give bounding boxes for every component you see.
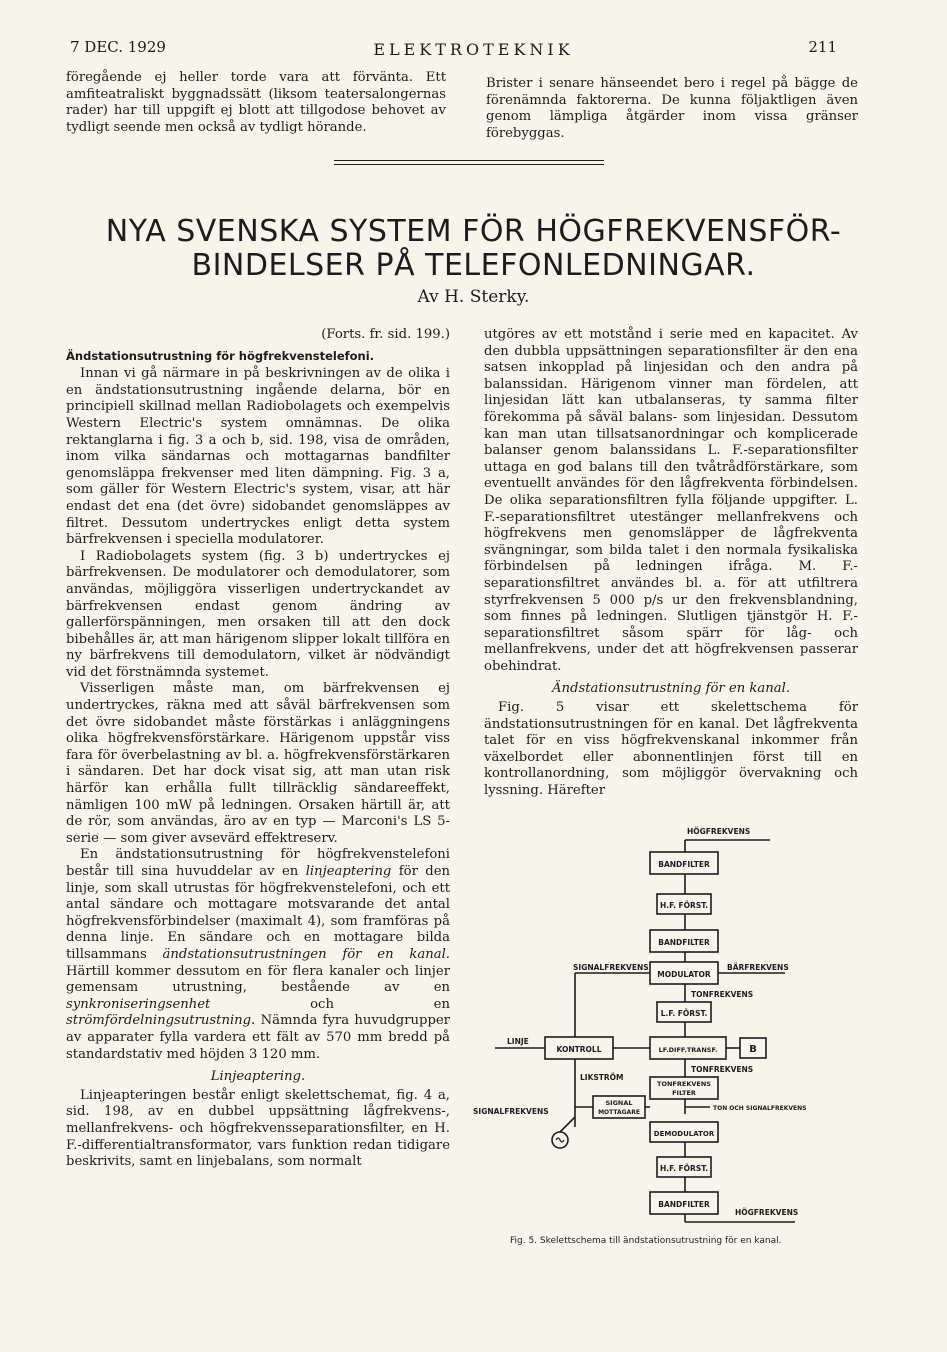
diagram-label: B [749, 1044, 757, 1055]
diagram-label: BANDFILTER [658, 1200, 710, 1209]
diagram-label: FILTER [672, 1089, 696, 1097]
diagram-label: TONFREKVENS [657, 1080, 711, 1088]
diagram-label: HÖGFREKVENS [687, 827, 751, 836]
diagram-label: HÖGFREKVENS [735, 1208, 799, 1217]
header-journal: ELEKTROTEKNIK [373, 40, 574, 59]
right-column [484, 327, 858, 800]
diagram-label: SIGNALFREKVENS [473, 1107, 549, 1116]
top-left-column [66, 70, 446, 136]
paragraph: I Radiobolagets system (fig. 3 b) undertryckes ej bärfrekvensen. De modulatorer och demodulatorer, som användas, möjliggöra visserligen undertryckandet av bärfrekvensen endast genom ändring av gallerförspänningen, men orsaken till att den dock bibehålles är, att man härigenom slipper lokalt tillföra en ny bärfrekvens till demodulatorn, vilket är nödvändigt vid det förstnämnda systemet. [66, 548, 450, 680]
divider [334, 164, 604, 165]
diagram-label: L.F. FÖRST. [660, 1009, 708, 1018]
paragraph: föregående ej heller torde vara att förvänta. Ett amfiteatraliskt byggnadssätt (liksom teatersalongernas rader) har till uppgift ej blott att tillgodose behovet av tydligt seende men också av tydligt hörande. [66, 70, 446, 135]
header-page-number: 211 [808, 38, 837, 56]
left-column [66, 327, 450, 1171]
article-title-line-2: BINDELSER PÅ TELEFONLEDNINGAR. [191, 248, 756, 283]
diagram-label: DEMODULATOR [653, 1130, 715, 1138]
diagram-label: H.F. FÖRST. [659, 1164, 709, 1173]
diagram-label: TONFREKVENS [691, 990, 754, 999]
diagram-label: LIKSTRÖM [580, 1073, 624, 1082]
paragraph: En ändstationsutrustning för högfrekvenstelefoni består till sina huvuddelar av en linjeaptering för den linje, som skall utrustas för högfrekvenstelefoni, och ett antal sändare och mottagare motsvarande det antal högfrekvensförbindelser (maximalt 4), som framföras på denna linje. En sändare och en mottagare bilda tillsammans ändstationsutrustningen för en kanal. Härtill kommer dessutom en för flera kanaler och linjer gemensam utrustning, bestående av en synkroniseringsenhet och en strömfördelningsutrustning. Nämnda fyra huvudgrupper av apparater fylla vardera ett fält av 570 mm bredd på standardstativ med höjden 3 120 mm. [66, 847, 451, 1062]
diagram-label: LF.DIFF.TRANSF. [658, 1046, 718, 1054]
top-right-column [486, 76, 858, 142]
divider [334, 160, 604, 161]
diagram-label: BANDFILTER [658, 860, 710, 869]
diagram-label: BANDFILTER [658, 938, 710, 947]
diagram-label: LINJE [507, 1037, 529, 1046]
figure-caption: Fig. 5. Skelettschema till ändstationsutrustning för en kanal. [510, 1236, 782, 1246]
diagram-label: BÄRFREKVENS [727, 963, 789, 972]
paragraph: Innan vi gå närmare in på beskrivningen av de olika i en ändstationsutrustning ingående delarna, bör en principiell skillnad mellan Radiobolagets och exempelvis Western Electric's system omnämnas. De olika rektanglarna i fig. 3 a och b, sid. 198, visa de områden, inom vilka sändarnas och mottagarnas bandfilter genomsläppa frekvenser med liten dämpning. Fig. 3 a, som gäller för Western Electric's system, visar, att här endast det ena (det övre) sidobandet genomsläppes av filtret. Dessutom undertryckes enligt detta system bärfrekvensen i speciella modulatorer. [66, 366, 450, 548]
diagram-label: TONFREKVENS [691, 1065, 754, 1074]
diagram-label: KONTROLL [556, 1045, 602, 1054]
paragraph: Fig. 5 visar ett skelettschema för ändstationsutrustningen för en kanal. Det lågfrekventa talet för en viss högfrekvenskanal inkommer från växelbordet eller abonnentlinjen först till en kontrollanordning, som möjliggör övervakning och lyssning. Härefter [484, 700, 858, 799]
paragraph: Visserligen måste man, om bärfrekvensen ej undertryckes, räkna med att såväl bärfrekvensen som det övre sidobandet måste förstärkas i anläggningens olika högfrekvensförstärkare. Härigenom uppstår viss fara för överbelastning av bl. a. högfrekvensförstärkaren i sändaren. Det har dock visat sig, att man utan risk härför kan erhålla fullt tillräcklig sändareeffekt, nämligen 100 mW på ledningen. Orsaken härtill är, att de rör, som användas, äro av en typ — Marconi's LS 5-serie — som giver avsevärd effektreserv. [66, 681, 450, 846]
continuation-note: (Forts. fr. sid. 199.) [321, 327, 450, 342]
section-heading: Ändstationsutrustning för en kanal. [551, 681, 791, 697]
paragraph: utgöres av ett motstånd i serie med en kapacitet. Av den dubbla uppsättningen separationsfilter är den ena satsen inkopplad på linjesidan och den andra på balanssidan. Härigenom vinner man fördelen, att linjesidan lätt kan utbalanseras, ty samma filter förekomma på såväl balans- som linjesidan. Dessutom kan man utan tillsatsanordningar och komplicerade balanser genom balanssidans L. F.-separationsfilter uttaga en god balans till den tvåtrådförstärkare, som eventuellt användes för den lågfrekventa förbindelsen. De olika separationsfiltren fylla följande uppgifter. L. F.-separationsfiltret utestänger mellanfrekvens och högfrekvens men genomsläpper de lågfrekventa svängningar, som bilda talet i den normala fysikaliska förbindelsen på ledningen ifråga. M. F.-separationsfiltret användes bl. a. för att utfiltrera styrfrekvensen 5 000 p/s ur den frekvensblandning, som finnes på ledningen. Slutligen tjänstgör H. F.-separationsfiltret såsom spärr för låg- och mellanfrekvens, under det att högfrekvensen passerar obehindrat. [484, 327, 858, 674]
header-date: 7 DEC. 1929 [70, 38, 166, 56]
section-heading: Linjeaptering. [210, 1069, 306, 1085]
byline: Av H. Sterky. [417, 287, 530, 307]
paragraph: Linjeapteringen består enligt skelettschemat, fig. 4 a, sid. 198, av en dubbel uppsättning lågfrekvens-, mellanfrekvens- och högfrekvensseparationsfilter, en H. F.-differentialtransformator, vars funktion redan tidigare beskrivits, samt en linjebalans, som normalt [66, 1087, 450, 1170]
diagram-label: H.F. FÖRST. [659, 901, 709, 910]
fig5-block-diagram [465, 822, 885, 1242]
diagram-label: MODULATOR [657, 970, 711, 979]
paragraph: Brister i senare hänseendet bero i regel på bägge de förenämnda faktorerna. De kunna följaktligen även genom lämpliga åtgärder inom vissa gränser förebyggas. [486, 76, 858, 141]
section-heading: Ändstationsutrustning för högfrekvenstelefoni. [66, 348, 375, 363]
diagram-label: TON OCH SIGNALFREKVENS [713, 1105, 807, 1112]
diagram-label: MOTTAGARE [598, 1109, 640, 1116]
diagram-label: SIGNALFREKVENS [573, 963, 649, 972]
diagram-label: SIGNAL [605, 1099, 633, 1107]
article-title-line-1: NYA SVENSKA SYSTEM FÖR HÖGFREKVENSFÖR- [105, 214, 842, 249]
